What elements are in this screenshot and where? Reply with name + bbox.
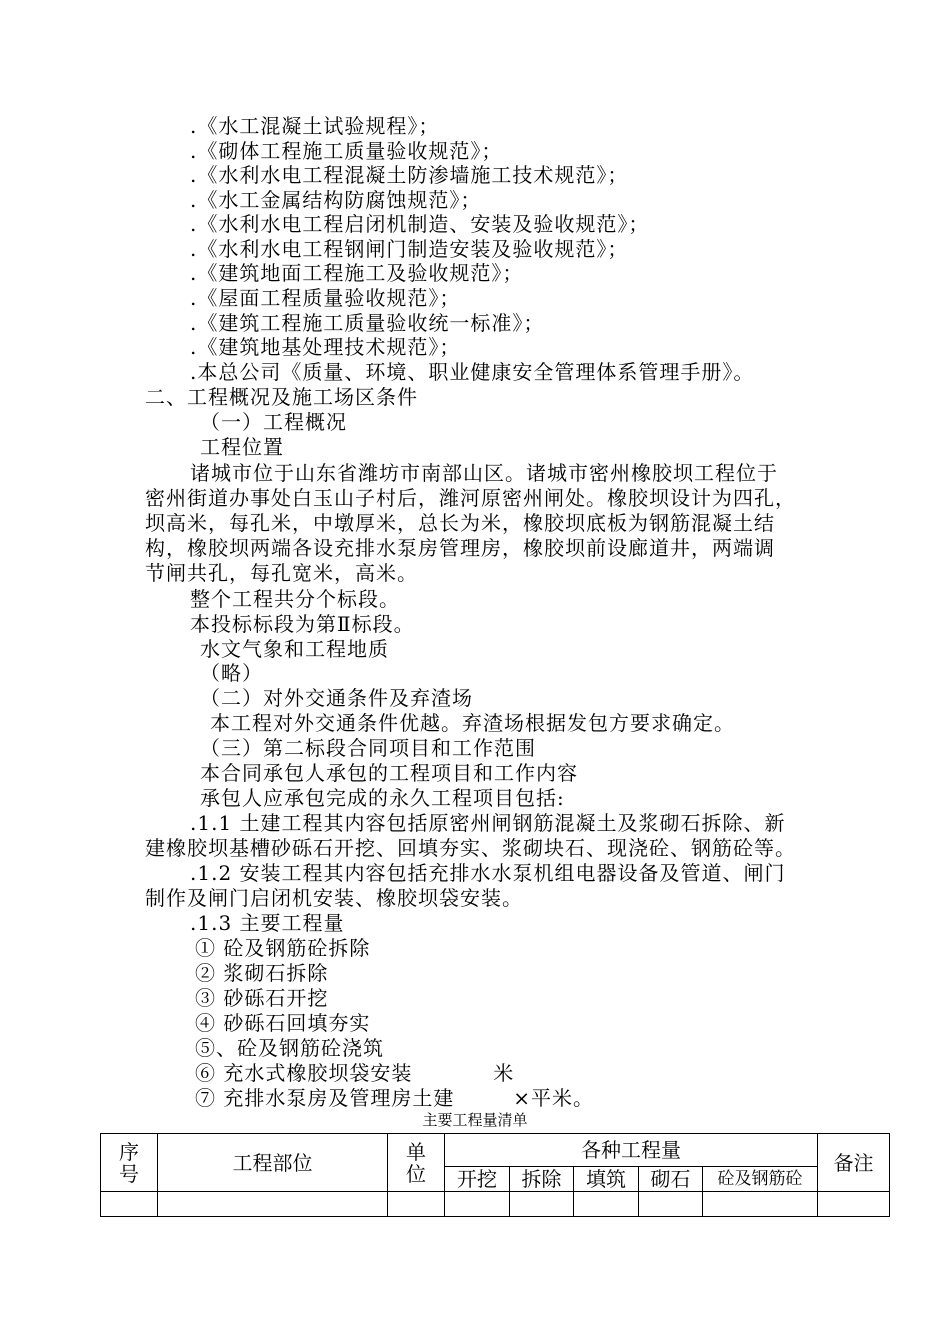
- header-unit: 单位: [388, 1134, 445, 1192]
- subheader-cell: 填筑: [574, 1167, 639, 1192]
- text-line: .《水工金属结构防腐蚀规范》；: [190, 188, 482, 212]
- text-line: .1.3 主要工程量: [190, 911, 345, 935]
- table-cell: [388, 1192, 445, 1217]
- section-heading: 二、工程概况及施工场区条件: [145, 385, 418, 409]
- subheader-cell: 砌石: [639, 1167, 703, 1192]
- text-line: 整个工程共分个标段。: [190, 587, 400, 611]
- table-cell: [101, 1192, 158, 1217]
- header-seq: 序号: [101, 1134, 158, 1192]
- text-line: .《建筑地面工程施工及验收规范》；: [190, 261, 524, 285]
- paragraph-line: 节闸共孔，每孔宽米，高米。: [145, 561, 418, 585]
- list-item: ④ 砂砾石回填夯实: [195, 1011, 371, 1035]
- list-item: ① 砼及钢筋砼拆除: [195, 936, 371, 960]
- subsection-heading: （一）工程概况: [200, 410, 347, 434]
- text-line: 承包人应承包完成的永久工程项目包括:: [200, 786, 565, 810]
- subheader-cell: 砼及钢筋砼: [703, 1167, 818, 1192]
- text-line: .《建筑地基处理技术规范》；: [190, 335, 461, 359]
- subsection-heading: （二）对外交通条件及弃渣场: [200, 686, 473, 710]
- text-line: 水文气象和工程地质: [200, 637, 389, 661]
- text-line: （略）: [200, 661, 263, 685]
- table-cell: [639, 1192, 703, 1217]
- text-line: .本总公司《质量、环境、职业健康安全管理体系管理手册》。: [190, 360, 755, 384]
- text-line: 本工程对外交通条件优越。弃渣场根据发包方要求确定。: [210, 711, 735, 735]
- text-line: .《砌体工程施工质量验收规范》；: [190, 139, 503, 163]
- table-row: [101, 1192, 890, 1217]
- text-line: .《水利水电工程钢闸门制造安装及验收规范》；: [190, 237, 629, 261]
- subheader-cell: 拆除: [510, 1167, 574, 1192]
- quantity-table: [100, 1133, 890, 1217]
- subsection-heading: （三）第二标段合同项目和工作范围: [200, 736, 536, 760]
- list-item: ⑤、砼及钢筋砼浇筑: [195, 1036, 384, 1060]
- text-line: .《水利水电工程启闭机制造、安装及验收规范》；: [190, 212, 650, 236]
- subheader-cell: 开挖: [445, 1167, 510, 1192]
- table-header-row: [101, 1134, 890, 1167]
- list-item: ② 浆砌石拆除: [195, 961, 329, 985]
- paragraph-line: 制作及闸门启闭机安装、橡胶坝袋安装。: [145, 886, 523, 910]
- list-item: ⑥ 充水式橡胶坝袋安装 米: [195, 1061, 515, 1085]
- header-note: 备注: [818, 1134, 890, 1192]
- paragraph-line: 构，橡胶坝两端各设充排水泵房管理房，橡胶坝前设廊道井，两端调: [145, 536, 775, 560]
- table-cell: [510, 1192, 574, 1217]
- list-item: ⑦ 充排水泵房及管理房土建 ×平米。: [195, 1086, 594, 1110]
- table-cell: [158, 1192, 388, 1217]
- paragraph-line: 密州街道办事处白玉山子村后，潍河原密州闸处。橡胶坝设计为四孔，: [145, 486, 796, 510]
- paragraph-line: 诸城市位于山东省潍坊市南部山区。诸城市密州橡胶坝工程位于: [190, 461, 778, 485]
- text-line: 工程位置: [200, 435, 284, 459]
- header-part: 工程部位: [158, 1134, 388, 1192]
- text-line: 本投标标段为第Ⅱ标段。: [190, 612, 415, 636]
- text-line: 本合同承包人承包的工程项目和工作内容: [200, 761, 578, 785]
- table-cell: [703, 1192, 818, 1217]
- paragraph-line: 建橡胶坝基槽砂砾石开挖、回填夯实、浆砌块石、现浇砼、钢筋砼等。: [145, 836, 796, 860]
- list-item: ③ 砂砾石开挖: [195, 986, 329, 1010]
- text-line: .《水利水电工程混凝土防渗墙施工技术规范》；: [190, 163, 629, 187]
- table-cell: [574, 1192, 639, 1217]
- table-cell: [818, 1192, 890, 1217]
- text-line: .《水工混凝土试验规程》；: [190, 114, 440, 138]
- header-quantities: 各种工程量: [445, 1134, 818, 1167]
- text-line: .《建筑工程施工质量验收统一标准》；: [190, 311, 545, 335]
- table-caption: 主要工程量清单: [422, 1111, 528, 1129]
- paragraph-line: .1.1 土建工程其内容包括原密州闸钢筋混凝土及浆砌石拆除、新: [190, 811, 786, 835]
- table-cell: [445, 1192, 510, 1217]
- paragraph-line: 坝高米，每孔米，中墩厚米，总长为米，橡胶坝底板为钢筋混凝土结: [145, 511, 775, 535]
- text-line: .《屋面工程质量验收规范》；: [190, 286, 461, 310]
- paragraph-line: .1.2 安装工程其内容包括充排水水泵机组电器设备及管道、闸门: [190, 861, 786, 885]
